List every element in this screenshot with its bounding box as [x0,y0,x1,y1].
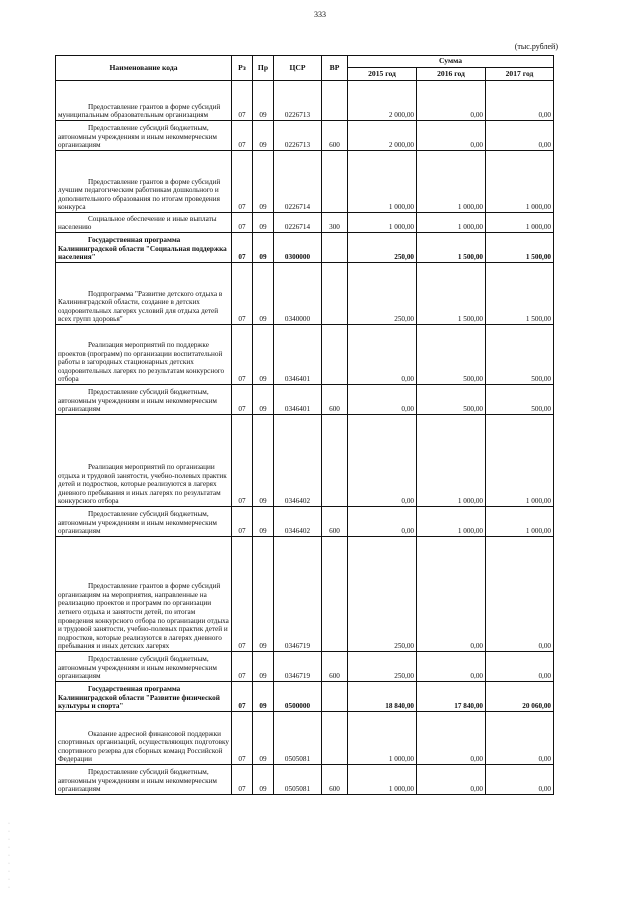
table-row [56,121,554,151]
row-name [56,652,232,682]
row-2016: 500,00 [417,325,486,385]
row-vr [322,682,348,712]
row-pr: 09 [253,233,274,263]
row-name-text: Оказание адресной финансовой поддержки спортивных организаций, осуществляющих подготовку спортивного резерва для сборных команд Российской Федерации [58,729,229,764]
row-csr: 0346401 [274,385,322,415]
row-2015: 1 000,00 [348,712,417,765]
row-2017: 0,00 [486,81,554,121]
row-rz: 07 [232,712,253,765]
row-pr: 09 [253,682,274,712]
row-csr: 0226714 [274,213,322,233]
row-pr: 09 [253,121,274,151]
row-name [56,233,232,263]
row-2015: 0,00 [348,325,417,385]
row-name-text: Предоставление грантов в форме субсидий организациям на мероприятия, направленные на реализацию проектов и программ по организации летнего отдыха и занятости детей, по итогам проведения конкурсного отбора по организации отдыха и трудовой занятости, учебно-полевых практик детей и подростков, которые реализуются в лагерях дневного пребывания и иных детских лагерях [58,582,229,651]
row-2017: 0,00 [486,537,554,652]
row-2016: 1 000,00 [417,507,486,537]
row-2017: 1 000,00 [486,415,554,507]
row-2016: 500,00 [417,385,486,415]
row-2017: 0,00 [486,652,554,682]
row-name-text: Государственная программа Калининградской области "Социальная поддержка населения" [58,236,227,262]
row-csr: 0505081 [274,765,322,795]
row-rz: 07 [232,537,253,652]
row-name-text: Предоставление субсидий бюджетным, автономным учреждениям и иным некоммерческим организациям [58,510,217,536]
row-name-text: Предоставление субсидий бюджетным, автономным учреждениям и иным некоммерческим организациям [58,655,217,681]
row-vr [322,81,348,121]
row-2015: 1 000,00 [348,151,417,213]
row-name [56,415,232,507]
table-row [56,263,554,325]
row-vr: 300 [322,213,348,233]
row-vr [322,263,348,325]
table-row [56,765,554,795]
row-csr: 0505081 [274,712,322,765]
row-2015: 250,00 [348,233,417,263]
table-row [56,712,554,765]
row-name [56,325,232,385]
row-2016: 0,00 [417,765,486,795]
header-2017: 2017 год [486,67,554,80]
row-vr [322,325,348,385]
row-vr [322,151,348,213]
header-name: Наименование кода [56,56,232,81]
table-row [56,233,554,263]
row-2016: 0,00 [417,121,486,151]
row-csr: 0500000 [274,682,322,712]
row-csr: 0300000 [274,233,322,263]
row-rz: 07 [232,121,253,151]
header-csr: ЦСР [274,56,322,81]
row-rz: 07 [232,325,253,385]
row-name-text: Реализация мероприятий по организации отдыха и трудовой занятости, учебно-полевых практик детей и подростков, которые реализуются в лагерях дневного пребывания и иных лагерях по результатам конкурсного отбора [58,463,227,506]
table-row [56,507,554,537]
row-name [56,385,232,415]
units-label: (тыс.рублей) [514,42,558,51]
row-2016: 0,00 [417,652,486,682]
row-2015: 250,00 [348,537,417,652]
row-vr [322,415,348,507]
row-rz: 07 [232,765,253,795]
row-csr: 0226713 [274,81,322,121]
table-row [56,213,554,233]
row-pr: 09 [253,765,274,795]
row-2017: 0,00 [486,765,554,795]
row-csr: 0346719 [274,537,322,652]
row-2017: 1 000,00 [486,151,554,213]
row-2016: 0,00 [417,537,486,652]
row-pr: 09 [253,385,274,415]
header-2015: 2015 год [348,67,417,80]
row-name-text: Предоставление грантов в форме субсидий лучшим педагогическим работникам дошкольного и дополнительного образования по итогам проведения конкурса [58,177,221,212]
row-2017: 1 500,00 [486,263,554,325]
row-2015: 250,00 [348,652,417,682]
row-2016: 1 500,00 [417,263,486,325]
header-pr: Пр [253,56,274,81]
table-row [56,81,554,121]
row-2017: 1 500,00 [486,233,554,263]
row-vr: 600 [322,507,348,537]
row-vr [322,712,348,765]
row-name [56,682,232,712]
row-2016: 0,00 [417,81,486,121]
scan-margin-marks: · · · · · · · · · [8,821,10,891]
row-pr: 09 [253,263,274,325]
row-rz: 07 [232,652,253,682]
table-row [56,537,554,652]
row-2017: 1 000,00 [486,507,554,537]
row-rz: 07 [232,263,253,325]
row-csr: 0346402 [274,507,322,537]
row-2015: 18 840,00 [348,682,417,712]
row-2015: 0,00 [348,415,417,507]
row-csr: 0226713 [274,121,322,151]
table-body [56,81,554,795]
row-rz: 07 [232,385,253,415]
row-2015: 2 000,00 [348,121,417,151]
row-2017: 0,00 [486,121,554,151]
row-2016: 1 500,00 [417,233,486,263]
row-2015: 0,00 [348,507,417,537]
row-vr: 600 [322,652,348,682]
row-csr: 0340000 [274,263,322,325]
row-pr: 09 [253,415,274,507]
row-name-text: Предоставление субсидий бюджетным, автономным учреждениям и иным некоммерческим организациям [58,388,217,414]
header-sum: Сумма [348,56,554,68]
row-rz: 07 [232,507,253,537]
row-2015: 250,00 [348,263,417,325]
row-name-text: Государственная программа Калининградской области "Развитие физической культуры и спорта" [58,685,220,711]
table-row [56,652,554,682]
row-name-text: Предоставление грантов в форме субсидий муниципальным образовательным организациям [58,102,221,120]
row-rz: 07 [232,682,253,712]
header-rz: Рз [232,56,253,81]
row-2016: 1 000,00 [417,151,486,213]
row-2017: 20 060,00 [486,682,554,712]
row-name-text: Подпрограмма "Развитие детского отдыха в Калининградской области, создание в детских оздоровительных лагерях условий для отдыха детей всех групп здоровья" [58,289,223,324]
row-rz: 07 [232,415,253,507]
row-2016: 0,00 [417,712,486,765]
row-name [56,121,232,151]
row-name [56,537,232,652]
page-number: 333 [314,10,326,19]
row-name-text: Реализация мероприятий по поддержке проектов (программ) по организации воспитательной работы в загородных стационарных детских оздоровительных лагерях по результатам конкурсного отбора [58,341,225,384]
row-csr: 0346402 [274,415,322,507]
row-pr: 09 [253,81,274,121]
budget-table [55,55,554,795]
row-vr [322,233,348,263]
row-pr: 09 [253,652,274,682]
row-csr: 0346401 [274,325,322,385]
row-vr: 600 [322,121,348,151]
row-2015: 2 000,00 [348,81,417,121]
header-vr: ВР [322,56,348,81]
row-name-text: Социальное обеспечение и иные выплаты населению [58,214,217,232]
row-vr: 600 [322,385,348,415]
row-name [56,765,232,795]
row-name [56,213,232,233]
row-2017: 500,00 [486,385,554,415]
row-vr: 600 [322,765,348,795]
table-row [56,325,554,385]
row-csr: 0346719 [274,652,322,682]
row-rz: 07 [232,151,253,213]
table-row [56,415,554,507]
row-name [56,151,232,213]
row-2017: 0,00 [486,712,554,765]
row-name [56,81,232,121]
row-name-text: Предоставление субсидий бюджетным, автономным учреждениям и иным некоммерческим организациям [58,768,217,794]
row-name [56,712,232,765]
row-rz: 07 [232,233,253,263]
row-2016: 1 000,00 [417,213,486,233]
row-name [56,263,232,325]
table-row [56,682,554,712]
row-2015: 0,00 [348,385,417,415]
row-pr: 09 [253,537,274,652]
row-2017: 1 000,00 [486,213,554,233]
row-vr [322,537,348,652]
row-pr: 09 [253,325,274,385]
table-row [56,385,554,415]
row-pr: 09 [253,507,274,537]
row-2017: 500,00 [486,325,554,385]
table-row [56,151,554,213]
row-2016: 1 000,00 [417,415,486,507]
row-2015: 1 000,00 [348,765,417,795]
header-2016: 2016 год [417,67,486,80]
row-rz: 07 [232,81,253,121]
row-name [56,507,232,537]
row-csr: 0226714 [274,151,322,213]
row-pr: 09 [253,712,274,765]
row-pr: 09 [253,151,274,213]
row-name-text: Предоставление субсидий бюджетным, автономным учреждениям и иным некоммерческим организациям [58,124,217,150]
row-2015: 1 000,00 [348,213,417,233]
row-pr: 09 [253,213,274,233]
row-rz: 07 [232,213,253,233]
row-2016: 17 840,00 [417,682,486,712]
